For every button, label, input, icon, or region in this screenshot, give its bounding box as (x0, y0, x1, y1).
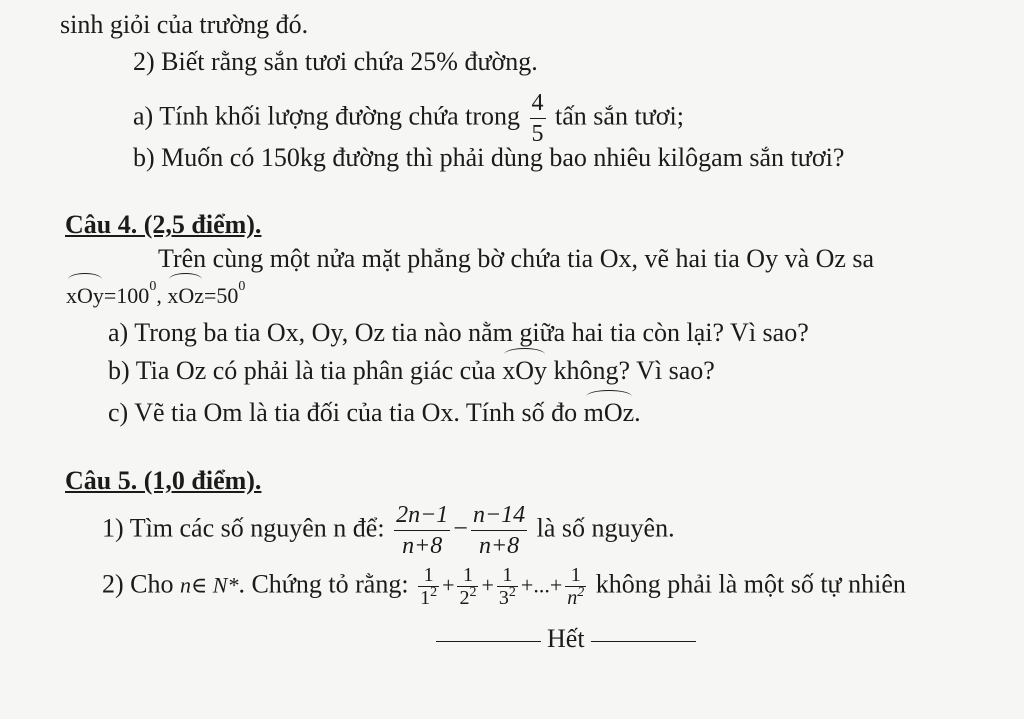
exponent: 2 (430, 585, 438, 600)
ellipsis-sum: +...+ (520, 572, 563, 598)
question-3-part-2b: b) Muốn có 150kg đường thì phải dùng bao nhiêu kilôgam sắn tươi? (133, 143, 845, 172)
fraction-1-over-1-squared (418, 564, 439, 609)
fraction-2n-minus-1-over-n-plus-8 (394, 500, 450, 561)
end-label: Hết (547, 624, 585, 653)
plus-sign: + (481, 572, 494, 598)
end-marker (430, 624, 702, 654)
exponent: 2 (469, 585, 477, 600)
q3-2a-text-before: a) Tính khối lượng đường chứa trong (133, 101, 521, 131)
q5-1-text-after: là số nguyên. (536, 513, 675, 543)
fraction-denominator: 5 (531, 121, 544, 147)
q4b-text-after: không? Vì sao? (553, 356, 715, 385)
q5-2-text-mid: . Chứng tỏ rằng: (238, 569, 409, 599)
question-3-part-2a (133, 88, 684, 147)
angle-xoz-value: =50 (203, 283, 239, 308)
fraction-denominator (457, 587, 478, 609)
q5-2-text-after: không phải là một số tự nhiên (595, 569, 906, 599)
fraction-1-over-n-squared (565, 564, 586, 609)
text-line-top: sinh giỏi của trường đó. (60, 10, 309, 39)
question-5-heading: Câu 5. (1,0 điểm). (65, 466, 262, 495)
question-5-part-1 (102, 500, 675, 559)
fraction-numerator: 1 (457, 564, 478, 587)
degree-mark: 0 (149, 279, 157, 294)
divider-right (591, 641, 696, 642)
question-4-intro: Trên cùng một nửa mặt phẳng bờ chứa tia Ox, vẽ hai tia Oy và Oz sa (158, 244, 875, 273)
angle-xoz: xOz (167, 281, 204, 311)
base: 1 (420, 587, 431, 609)
fraction-denominator (418, 587, 439, 609)
angle-xoy: xOy (502, 356, 547, 385)
base: 2 (459, 587, 470, 609)
q4c-text-before: c) Vẽ tia Om là tia đối của tia Ox. Tính số đo (108, 398, 578, 427)
fraction-numerator: 1 (565, 564, 586, 587)
fraction-numerator: n−14 (471, 500, 527, 531)
question-4-part-c (108, 398, 641, 428)
fraction-four-fifths (530, 88, 546, 149)
question-3-part-2: 2) Biết rằng sắn tươi chứa 25% đường. (133, 47, 538, 76)
fraction-denominator (497, 587, 518, 609)
question-5-part-2 (102, 564, 906, 620)
fraction-numerator: 2n−1 (394, 500, 450, 531)
angle-xoy: xOy (66, 281, 104, 311)
question-4-part-a: a) Trong ba tia Ox, Oy, Oz tia nào nằm giữa hai tia còn lại? Vì sao? (108, 318, 809, 347)
fraction-1-over-2-squared (457, 564, 478, 609)
plus-sign: + (442, 572, 455, 598)
q5-2-text-before: 2) Cho (102, 569, 174, 599)
exponent: 2 (577, 585, 585, 600)
q5-1-text-before: 1) Tìm các số nguyên n để: (102, 513, 385, 543)
separator: , (156, 283, 162, 308)
angle-moz: mOz (583, 398, 635, 427)
fraction-numerator: 1 (497, 564, 518, 587)
base: n (567, 587, 578, 609)
question-4-part-b (108, 356, 715, 386)
angle-xoy-value: =100 (103, 283, 150, 308)
question-4-heading: Câu 4. (2,5 điểm). (65, 210, 262, 239)
degree-mark: 0 (238, 279, 246, 294)
fraction-numerator: 1 (418, 564, 439, 587)
fraction-denominator: n+8 (402, 533, 443, 559)
fraction-denominator (565, 587, 586, 609)
exponent: 2 (508, 585, 516, 600)
question-4-given-angles (66, 281, 245, 311)
q3-2a-text-after: tấn sắn tươi; (555, 101, 684, 131)
fraction-1-over-3-squared (497, 564, 518, 609)
minus-sign: − (453, 513, 468, 543)
fraction-denominator: n+8 (478, 533, 520, 559)
fraction-numerator: 4 (530, 88, 546, 119)
fraction-n-minus-14-over-n-plus-8 (471, 500, 527, 561)
q4c-period: . (634, 398, 641, 427)
n-in-natural-star: n∈ N* (180, 572, 239, 598)
divider-left (436, 641, 541, 642)
q4b-text-before: b) Tia Oz có phải là tia phân giác của (108, 356, 496, 385)
base: 3 (498, 587, 509, 609)
